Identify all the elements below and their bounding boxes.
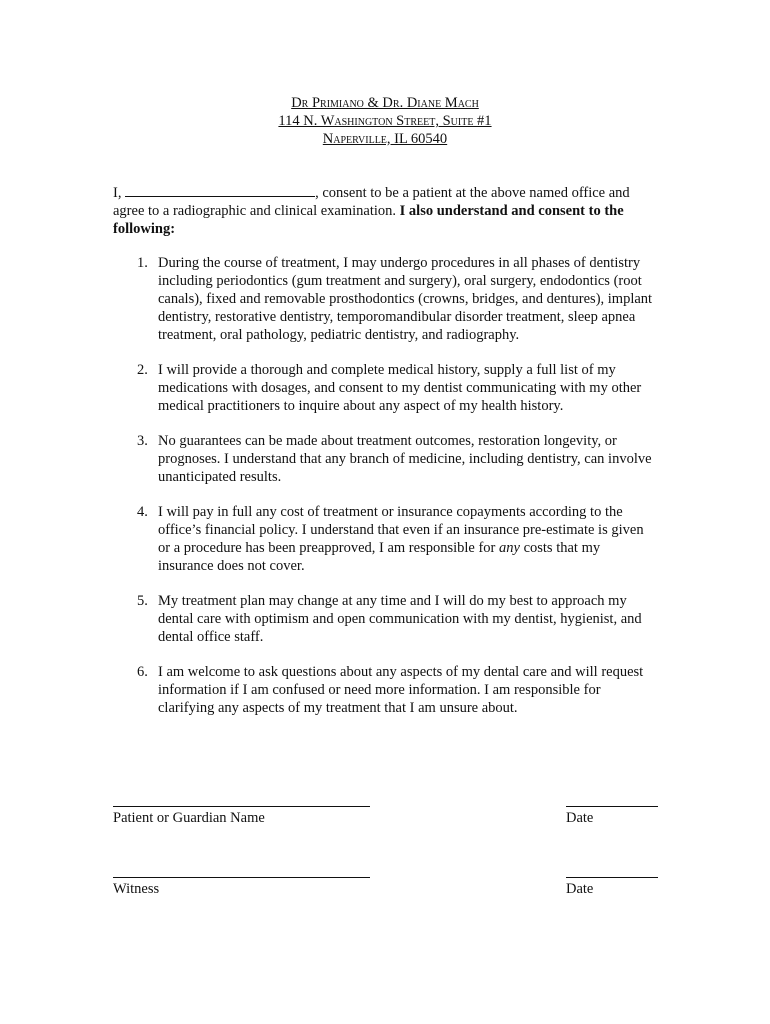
patient-date-label: Date [566,810,594,826]
list-item-number: 2. [137,362,148,378]
list-item-emphasis: any [499,540,520,556]
list-item-number: 3. [137,433,148,449]
patient-signature-line[interactable] [113,806,370,807]
witness-date-label: Date [566,881,594,897]
list-item-text-a: I will pay in full any cost of treatment or insurance copayments according to the office’s financial policy. I understand that even if an insurance pre-estimate is given or a procedure has been preapproved, I am responsible for [158,504,644,556]
office-doctors: Dr Primiano & Dr. Diane Mach [291,95,479,111]
list-item [113,663,658,717]
list-item-number: 4. [137,504,148,520]
witness-signature-line[interactable] [113,877,370,878]
list-item-number: 6. [137,664,148,680]
witness-date-line[interactable] [566,877,658,878]
office-street: 114 N. Washington Street, Suite #1 [278,113,492,129]
patient-signature-block [113,806,658,846]
intro-prefix: I, [113,185,122,201]
office-header [0,94,770,148]
intro-bold-text: I also understand and consent to the following: [113,203,624,237]
consent-intro [113,183,658,238]
list-item [113,254,658,344]
list-item-text-b: costs that my insurance does not cover. [158,540,601,574]
list-item-text: During the course of treatment, I may undergo procedures in all phases of dentistry including periodontics (gum treatment and surgery), oral surgery, endodontics (root canals), fixed and removable prosthodontics (crowns, bridges, and dentures), implant dentistry, restorative dentistry, temporomandibular disorder treatment, sleep apnea treatment, oral pathology, pediatric dentistry, and radiography. [158,255,653,343]
list-item-text: My treatment plan may change at any time and I will do my best to approach my dental care with optimism and open communication with my dentist, hygienist, and dental office staff. [158,593,642,645]
list-item-number: 1. [137,255,148,271]
patient-name-label: Patient or Guardian Name [113,810,265,826]
patient-name-blank[interactable] [125,183,315,197]
list-item-text: I will provide a thorough and complete medical history, supply a full list of my medications with dosages, and consent to my dentist communicating with my other medical practitioners to inquire about any aspect of my health history. [158,362,642,414]
patient-date-line[interactable] [566,806,658,807]
list-item [113,432,658,486]
witness-label: Witness [113,881,160,897]
list-item-number: 5. [137,593,148,609]
list-item [113,592,658,646]
list-item [113,361,658,415]
list-item-text: I am welcome to ask questions about any aspects of my dental care and will request information if I am confused or need more information. I am responsible for clarifying any aspects of my treatment that I am unsure about. [158,664,644,716]
witness-signature-block [113,877,658,917]
intro-text: , consent to be a patient at the above named office and agree to a radiographic and clinical examination. [113,185,630,219]
list-item [113,503,658,575]
consent-list [113,254,658,734]
list-item-text: No guarantees can be made about treatment outcomes, restoration longevity, or prognoses. I understand that any branch of medicine, including dentistry, can involve unanticipated results. [158,433,652,485]
office-city: Naperville, IL 60540 [322,131,448,147]
